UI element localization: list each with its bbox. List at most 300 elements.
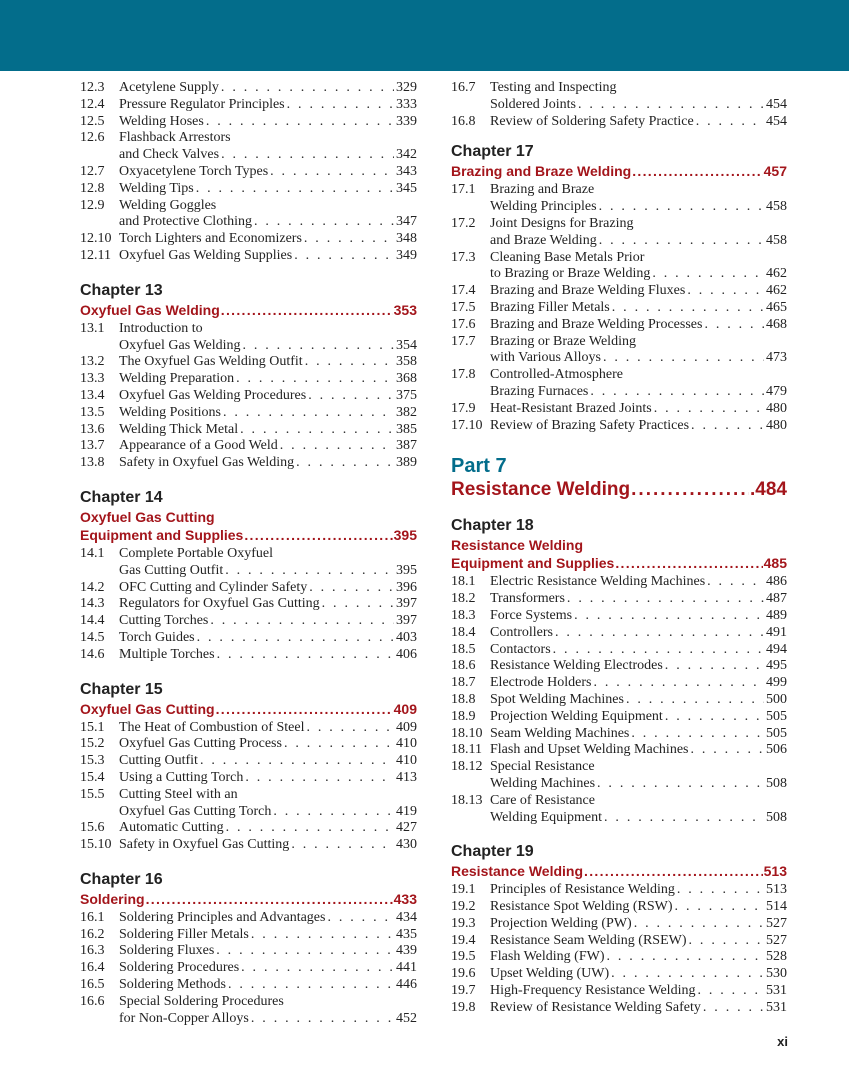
section-title-line-final (490, 401, 787, 418)
section-title-line (119, 994, 417, 1011)
section-body (119, 405, 417, 422)
toc-entry[interactable] (451, 1000, 787, 1017)
section-page: 506 (766, 742, 787, 758)
section-body (490, 625, 787, 642)
toc-entry[interactable] (80, 546, 417, 580)
section-body (119, 580, 417, 597)
leader-dots (553, 642, 764, 659)
section-number: 18.6 (451, 658, 476, 674)
toc-entry[interactable] (451, 899, 787, 916)
toc-entry[interactable] (451, 114, 787, 131)
section-number: 18.8 (451, 691, 476, 707)
section-body (490, 418, 787, 435)
toc-entry[interactable] (80, 114, 417, 131)
section-title: Brazing Furnaces (490, 383, 589, 399)
section-body (119, 388, 417, 405)
chapter-title-link[interactable] (80, 301, 417, 319)
section-title: Heat-Resistant Brazed Joints (490, 400, 652, 416)
toc-entry[interactable] (80, 405, 417, 422)
leader-dots (590, 384, 764, 401)
toc-entry[interactable] (80, 837, 417, 854)
leader-dots (634, 916, 764, 933)
section-title: Controllers (490, 624, 553, 640)
leader-dots (280, 438, 394, 455)
chapter-title-line1: Resistance Welding (451, 537, 584, 554)
toc-entry[interactable] (80, 181, 417, 198)
section-body (490, 367, 787, 401)
section-page: 500 (766, 691, 787, 707)
section-title: Brazing Filler Metals (490, 299, 610, 315)
toc-entry[interactable] (451, 80, 787, 114)
toc-entry[interactable] (451, 591, 787, 608)
section-number: 13.5 (80, 404, 105, 420)
section-page: 382 (396, 404, 417, 420)
toc-entry[interactable] (451, 916, 787, 933)
section-title-line-final (490, 574, 787, 591)
toc-entry[interactable] (80, 927, 417, 944)
section-body (490, 675, 787, 692)
section-page: 458 (766, 199, 787, 215)
toc-entry[interactable] (451, 882, 787, 899)
leader-dots (584, 862, 763, 880)
leader-dots (304, 231, 394, 248)
toc-entry[interactable] (80, 388, 417, 405)
section-title-line-final (119, 910, 417, 927)
section-title-line-final (119, 388, 417, 405)
leader-dots (555, 625, 764, 642)
section-title: Welding Positions (119, 404, 221, 420)
section-page: 406 (396, 646, 417, 662)
toc-entry[interactable] (451, 742, 787, 759)
section-body (119, 837, 417, 854)
section-number: 19.3 (451, 915, 476, 931)
chapter-19-heading (451, 842, 787, 880)
leader-dots (597, 776, 764, 793)
leader-dots (284, 736, 394, 753)
section-body (490, 591, 787, 608)
leader-dots (690, 742, 764, 759)
leader-dots (652, 266, 764, 283)
section-number: 17.9 (451, 400, 476, 416)
section-title-line-final (119, 720, 417, 737)
toc-entry[interactable] (451, 759, 787, 793)
section-page: 342 (396, 147, 417, 163)
leader-dots (612, 300, 764, 317)
chapter-page: 353 (393, 301, 417, 318)
section-body (490, 80, 787, 114)
section-body (490, 692, 787, 709)
section-page: 434 (396, 909, 417, 925)
section-title-line-final (119, 338, 417, 355)
toc-entry[interactable] (451, 675, 787, 692)
section-page: 410 (396, 753, 417, 769)
leader-dots (578, 97, 764, 114)
section-title-line-final (490, 899, 787, 916)
section-title: Cleaning Base Metals Prior (490, 249, 645, 265)
section-body (490, 759, 787, 793)
section-title-line-final (490, 266, 787, 283)
section-page: 333 (396, 96, 417, 112)
toc-entry[interactable] (80, 422, 417, 439)
toc-entry[interactable] (451, 574, 787, 591)
toc-entry[interactable] (80, 910, 417, 927)
toc-entry[interactable] (80, 231, 417, 248)
section-title: Resistance Seam Welding (RSEW) (490, 932, 687, 948)
toc-entry[interactable] (451, 658, 787, 675)
section-title-line-final (490, 97, 787, 114)
section-page: 375 (396, 387, 417, 403)
leader-dots (675, 899, 764, 916)
section-number: 14.1 (80, 545, 105, 561)
section-number: 18.3 (451, 607, 476, 623)
header-band (0, 0, 849, 71)
section-page: 389 (396, 455, 417, 471)
toc-entry[interactable] (80, 130, 417, 164)
section-number: 14.2 (80, 579, 105, 595)
toc-entry[interactable] (451, 401, 787, 418)
toc-entry[interactable] (80, 977, 417, 994)
toc-entry[interactable] (80, 630, 417, 647)
section-title: Brazing and Braze Welding Processes (490, 316, 703, 332)
section-body (490, 882, 787, 899)
section-number: 13.4 (80, 387, 105, 403)
part-title-link[interactable] (451, 478, 787, 502)
toc-entry[interactable] (80, 647, 417, 664)
toc-entry[interactable] (80, 248, 417, 265)
chapter-title-link[interactable] (80, 526, 417, 544)
section-title: Resistance Spot Welding (RSW) (490, 899, 673, 915)
section-title-line-final (490, 591, 787, 608)
toc-entry[interactable] (80, 80, 417, 97)
toc-entry[interactable] (451, 933, 787, 950)
leader-dots (241, 960, 394, 977)
section-title: Care of Resistance (490, 792, 595, 808)
chapter-title-link[interactable] (451, 162, 787, 180)
leader-dots (611, 966, 764, 983)
section-body (490, 793, 787, 827)
chapter-14-entries (80, 546, 417, 664)
toc-entry[interactable] (80, 97, 417, 114)
section-title: Introduction to (119, 320, 203, 336)
chapter-17-entries (451, 182, 787, 434)
section-title: Resistance Welding Electrodes (490, 658, 663, 674)
section-body (119, 438, 417, 455)
section-title: Cutting Outfit (119, 753, 198, 769)
toc-entry[interactable] (80, 994, 417, 1028)
toc-entry[interactable] (451, 642, 787, 659)
section-title-line-final (119, 97, 417, 114)
chapter-title-link[interactable] (451, 554, 787, 572)
section-title: Flash Welding (FW) (490, 949, 605, 965)
leader-dots (251, 927, 394, 944)
toc-entry[interactable] (80, 943, 417, 960)
section-title-line-final (119, 164, 417, 181)
section-title-line-final (119, 354, 417, 371)
section-body (119, 630, 417, 647)
section-title-line (119, 787, 417, 804)
section-body (490, 899, 787, 916)
leader-dots (665, 709, 764, 726)
toc-entry[interactable] (80, 164, 417, 181)
section-page: 494 (766, 641, 787, 657)
toc-entry[interactable] (80, 321, 417, 355)
section-title: Special Resistance (490, 759, 595, 775)
toc-entry[interactable] (80, 770, 417, 787)
section-page: 403 (396, 629, 417, 645)
toc-entry[interactable] (451, 726, 787, 743)
section-number: 13.8 (80, 455, 105, 471)
chapter-title: Oxyfuel Gas Cutting (80, 700, 215, 717)
chapter-title-link[interactable] (80, 700, 417, 718)
section-number: 15.2 (80, 736, 105, 752)
toc-entry[interactable] (80, 753, 417, 770)
section-title-line-final (119, 770, 417, 787)
section-body (490, 658, 787, 675)
section-title: Pressure Regulator Principles (119, 96, 285, 112)
section-body (490, 608, 787, 625)
section-number: 13.2 (80, 354, 105, 370)
toc-entry[interactable] (451, 625, 787, 642)
leader-dots (236, 371, 394, 388)
section-page: 427 (396, 820, 417, 836)
section-page: 465 (766, 299, 787, 315)
leader-dots (707, 574, 764, 591)
toc-entry[interactable] (80, 580, 417, 597)
toc-entry[interactable] (451, 692, 787, 709)
section-title: and Braze Welding (490, 232, 597, 248)
leader-dots (632, 162, 762, 180)
leader-dots (296, 455, 394, 472)
toc-entry[interactable] (80, 960, 417, 977)
toc-entry[interactable] (80, 720, 417, 737)
toc-entry[interactable] (451, 608, 787, 625)
toc-left-column (80, 80, 417, 1027)
section-body (119, 910, 417, 927)
section-number: 15.10 (80, 837, 112, 853)
chapter-19-entries (451, 882, 787, 1016)
section-number: 19.8 (451, 999, 476, 1015)
section-body (119, 720, 417, 737)
toc-entry[interactable] (451, 418, 787, 435)
section-number: 17.5 (451, 299, 476, 315)
section-title-line-final (490, 418, 787, 435)
section-title: Welding Thick Metal (119, 421, 239, 437)
section-number: 15.1 (80, 719, 105, 735)
toc-entry[interactable] (80, 371, 417, 388)
section-page: 358 (396, 354, 417, 370)
section-body (490, 1000, 787, 1017)
section-number: 18.12 (451, 759, 483, 775)
toc-entry[interactable] (451, 949, 787, 966)
section-body (490, 709, 787, 726)
section-title: Automatic Cutting (119, 820, 224, 836)
section-title-line-final (119, 371, 417, 388)
section-body (490, 742, 787, 759)
section-number: 15.3 (80, 753, 105, 769)
chapter-title-link[interactable] (80, 890, 417, 908)
section-title: Safety in Oxyfuel Gas Cutting (119, 837, 290, 853)
toc-entry[interactable] (451, 300, 787, 317)
section-page: 343 (396, 163, 417, 179)
chapter-label: Chapter 16 (80, 870, 163, 888)
section-title-line-final (490, 608, 787, 625)
toc-entry[interactable] (80, 438, 417, 455)
section-body (119, 787, 417, 821)
chapter-label: Chapter 19 (451, 843, 534, 861)
leader-dots (240, 422, 394, 439)
section-body (490, 401, 787, 418)
toc-entry[interactable] (451, 216, 787, 250)
section-page: 513 (766, 882, 787, 898)
toc-entry[interactable] (451, 250, 787, 284)
toc-entry[interactable] (451, 182, 787, 216)
section-body (490, 283, 787, 300)
section-title: Oxyacetylene Torch Types (119, 163, 269, 179)
toc-entry[interactable] (451, 983, 787, 1000)
section-title-line-final (490, 949, 787, 966)
section-title: Soldering Fluxes (119, 943, 215, 959)
toc-entry[interactable] (80, 455, 417, 472)
section-title-line-final (119, 248, 417, 265)
section-body (490, 726, 787, 743)
section-title: Joint Designs for Brazing (490, 215, 634, 231)
chapter-15-heading (80, 680, 417, 718)
section-number: 15.5 (80, 786, 105, 802)
toc-entry[interactable] (80, 613, 417, 630)
section-body (490, 300, 787, 317)
section-page: 458 (766, 232, 787, 248)
section-title: Cutting Torches (119, 613, 209, 629)
section-number: 16.3 (80, 943, 105, 959)
section-title: Welding Machines (490, 775, 596, 791)
section-title-line-final (119, 647, 417, 664)
toc-entry[interactable] (451, 709, 787, 726)
leader-dots (308, 388, 394, 405)
section-number: 19.2 (451, 899, 476, 915)
toc-entry[interactable] (451, 283, 787, 300)
section-title: Upset Welding (UW) (490, 966, 610, 982)
section-page: 508 (766, 809, 787, 825)
section-page: 349 (396, 247, 417, 263)
section-title-line-final (119, 181, 417, 198)
section-number: 18.13 (451, 792, 483, 808)
chapter-page: 457 (763, 163, 787, 180)
leader-dots (574, 608, 764, 625)
section-title-line-final (490, 966, 787, 983)
section-body (119, 596, 417, 613)
section-title-line-final (119, 820, 417, 837)
leader-dots (677, 882, 764, 899)
section-title-line-final (490, 810, 787, 827)
section-number: 12.7 (80, 163, 105, 179)
section-number: 17.10 (451, 417, 483, 433)
section-page: 339 (396, 113, 417, 129)
leader-dots (687, 283, 764, 300)
section-number: 12.10 (80, 231, 112, 247)
section-title: Using a Cutting Torch (119, 769, 244, 785)
toc-entry[interactable] (451, 334, 787, 368)
section-title-line-final (490, 776, 787, 793)
section-page: 354 (396, 337, 417, 353)
toc-entry[interactable] (80, 354, 417, 371)
section-body (119, 198, 417, 232)
section-title-line (490, 759, 787, 776)
toc-entry[interactable] (451, 966, 787, 983)
leader-dots (593, 675, 764, 692)
section-number: 19.7 (451, 983, 476, 999)
section-body (119, 960, 417, 977)
section-number: 19.4 (451, 932, 476, 948)
chapter-page: 513 (763, 863, 787, 880)
section-number: 18.10 (451, 725, 483, 741)
section-page: 486 (766, 574, 787, 590)
toc-entry[interactable] (80, 820, 417, 837)
chapter-title-link[interactable] (451, 862, 787, 880)
section-body (119, 647, 417, 664)
section-page: 435 (396, 926, 417, 942)
section-title: Oxyfuel Gas Cutting Process (119, 736, 282, 752)
chapter-17-heading (451, 142, 787, 180)
chapter-title: Soldering (80, 890, 145, 907)
section-title: Oxyfuel Gas Welding Supplies (119, 247, 293, 263)
section-number: 12.3 (80, 80, 105, 95)
section-body (490, 317, 787, 334)
leader-dots (270, 164, 394, 181)
section-title: Soldering Filler Metals (119, 926, 249, 942)
section-body (119, 613, 417, 630)
section-page: 347 (396, 214, 417, 230)
section-title: Multiple Torches (119, 646, 215, 662)
chapter-label: Chapter 15 (80, 680, 163, 698)
section-title-line-final (490, 233, 787, 250)
section-title-line (490, 250, 787, 267)
section-title-line-final (119, 596, 417, 613)
section-body (490, 216, 787, 250)
section-number: 18.7 (451, 675, 476, 691)
section-title: Seam Welding Machines (490, 725, 630, 741)
section-body (490, 574, 787, 591)
toc-entry[interactable] (80, 198, 417, 232)
toc-entry[interactable] (80, 596, 417, 613)
leader-dots (696, 114, 764, 131)
chapter-title: Equipment and Supplies (80, 526, 244, 543)
chapter-13-heading (80, 281, 417, 319)
chapter-title-line1: Oxyfuel Gas Cutting (80, 508, 215, 525)
section-title-line-final (490, 384, 787, 401)
section-title-line-final (490, 916, 787, 933)
toc-entry[interactable] (451, 367, 787, 401)
section-title: Testing and Inspecting (490, 80, 617, 95)
toc-entry[interactable] (451, 793, 787, 827)
section-number: 15.4 (80, 769, 105, 785)
section-body (490, 949, 787, 966)
section-title: Flash and Upset Welding Machines (490, 742, 689, 758)
section-number: 17.4 (451, 283, 476, 299)
section-page: 409 (396, 719, 417, 735)
section-body (119, 130, 417, 164)
section-page: 387 (396, 438, 417, 454)
section-title-line-final (119, 960, 417, 977)
toc-entry[interactable] (80, 787, 417, 821)
section-number: 17.7 (451, 333, 476, 349)
section-title: OFC Cutting and Cylinder Safety (119, 579, 308, 595)
section-number: 16.4 (80, 960, 105, 976)
section-title-line-final (119, 927, 417, 944)
toc-entry[interactable] (451, 317, 787, 334)
part-page: .484 (750, 479, 787, 501)
section-title-line-final (119, 977, 417, 994)
toc-entry[interactable] (80, 736, 417, 753)
